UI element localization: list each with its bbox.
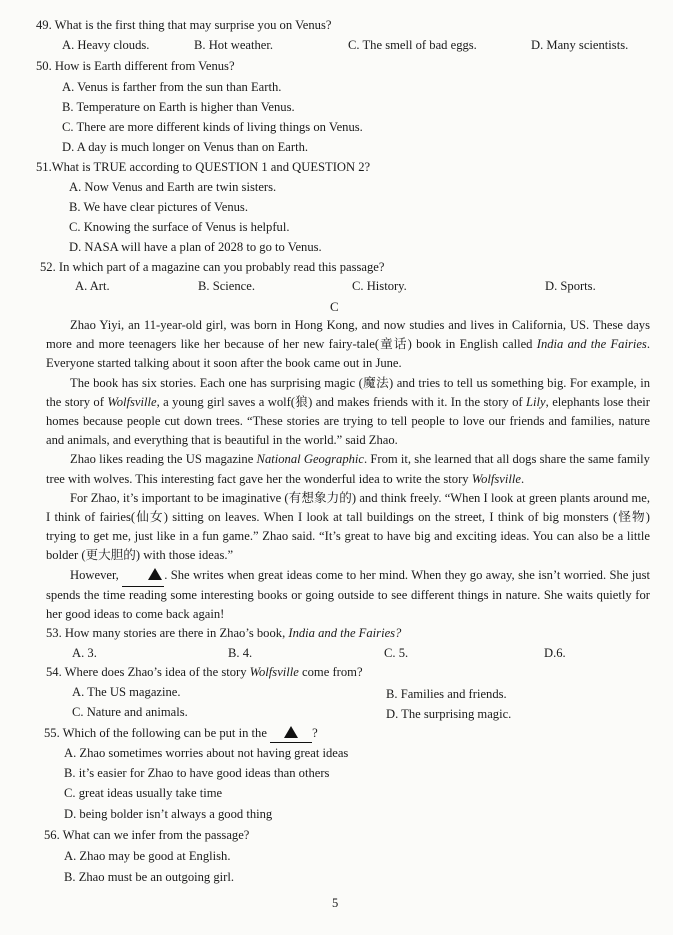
q49-option-d: D. Many scientists.	[531, 38, 629, 52]
question-56-stem: 56. What can we infer from the passage?	[44, 828, 250, 842]
question-55-stem: 55. Which of the following can be put in the ?	[44, 725, 318, 742]
question-50-stem: 50. How is Earth different from Venus?	[36, 59, 235, 73]
triangle-marker-icon	[148, 568, 162, 580]
q49-option-b: B. Hot weather.	[194, 38, 274, 52]
q52-option-d: D. Sports.	[545, 279, 596, 293]
q51-option-b: B. We have clear pictures of Venus.	[69, 200, 248, 214]
question-54-stem: 54. Where does Zhao’s idea of the story Wolfsville come from?	[46, 665, 363, 679]
q52-option-c: C. History.	[352, 279, 407, 293]
q54-option-b: B. Families and friends.	[386, 687, 507, 701]
question-52-stem: 52. In which part of a magazine can you probably read this passage?	[40, 260, 385, 274]
q54-option-d: D. The surprising magic.	[386, 707, 512, 721]
q54-option-a: A. The US magazine.	[72, 685, 181, 699]
q53-option-b: B. 4.	[228, 646, 253, 660]
q49-option-c: C. The smell of bad eggs.	[348, 38, 477, 52]
page-number: 5	[332, 896, 339, 910]
q55-option-a: A. Zhao sometimes worries about not having great ideas	[64, 746, 349, 760]
q56-option-a: A. Zhao may be good at English.	[64, 849, 231, 863]
question-53-stem: 53. How many stories are there in Zhao’s book, India and the Fairies?	[46, 626, 402, 640]
question-49-stem: 49. What is the first thing that may surprise you on Venus?	[36, 18, 332, 32]
q52-option-a: A. Art.	[75, 279, 110, 293]
q51-option-d: D. NASA will have a plan of 2028 to go to Venus.	[69, 240, 322, 254]
passage-paragraph-5: However, . She writes when great ideas come to her mind. When they go away, she isn’t worried. She just spends the time reading some interesting books or going outside to see different things in nature. She waits quietly for her good ideas to come back again!	[46, 567, 650, 622]
q56-option-b: B. Zhao must be an outgoing girl.	[64, 870, 234, 884]
q53-option-d: D.6.	[544, 646, 566, 660]
q55-option-b: B. it’s easier for Zhao to have good ideas than others	[64, 766, 330, 780]
section-heading: C	[330, 299, 339, 314]
q50-option-d: D. A day is much longer on Venus than on Earth.	[62, 140, 309, 154]
reading-passage	[46, 316, 650, 624]
answer-blank	[122, 567, 164, 587]
q55-option-c: C. great ideas usually take time	[64, 786, 223, 800]
q54-option-c: C. Nature and animals.	[72, 705, 188, 719]
passage-paragraph-3: Zhao likes reading the US magazine National Geographic. From it, she learned that all dogs share the same family tree with wolves. This interesting fact gave her the wonderful idea to write the story Wolfsville.	[46, 452, 650, 486]
q50-option-b: B. Temperature on Earth is higher than Venus.	[62, 100, 295, 114]
q53-option-c: C. 5.	[384, 646, 409, 660]
q53-option-a: A. 3.	[72, 646, 97, 660]
q50-option-c: C. There are more different kinds of living things on Venus.	[62, 120, 363, 134]
answer-blank-reference	[270, 726, 312, 743]
q55-option-d: D. being bolder isn’t always a good thing	[64, 807, 273, 821]
passage-paragraph-2: The book has six stories. Each one has surprising magic (魔法) and tries to tell us something big. For example, in the story of Wolfsville, a young girl saves a wolf(狼) and makes friends with it. In the story of Lily, elephants lose their homes because people cut down trees. “These stories are trying to tell people to love our friends and families, nature and animals, and everything that is beautiful in the world.” said Zhao.	[46, 375, 650, 448]
triangle-marker-icon	[284, 726, 298, 738]
question-51-stem: 51.What is TRUE according to QUESTION 1 and QUESTION 2?	[36, 160, 371, 174]
q49-option-a: A. Heavy clouds.	[62, 38, 150, 52]
q50-option-a: A. Venus is farther from the sun than Earth.	[62, 80, 282, 94]
q51-option-a: A. Now Venus and Earth are twin sisters.	[69, 180, 277, 194]
passage-paragraph-1: Zhao Yiyi, an 11-year-old girl, was born in Hong Kong, and now studies and lives in California, US. These days more and more teenagers like her because of her new fairy-tale(童话) book in English called India and the Fairies. Everyone started talking about it soon after the book came out in June.	[46, 318, 650, 371]
q52-option-b: B. Science.	[198, 279, 256, 293]
q51-option-c: C. Knowing the surface of Venus is helpful.	[69, 220, 290, 234]
passage-paragraph-4: For Zhao, it’s important to be imaginative (有想象力的) and think freely. “When I look at green plants around me, I think of fairies(仙女) sitting on leaves. When I look at tall buildings on the street, I think of big monsters (怪物) trying to get me, just like in a fun game.” Zhao said. “It’s great to have big and exciting ideas. You can also be a little bolder (更大胆的) with those ideas.”	[46, 490, 650, 563]
